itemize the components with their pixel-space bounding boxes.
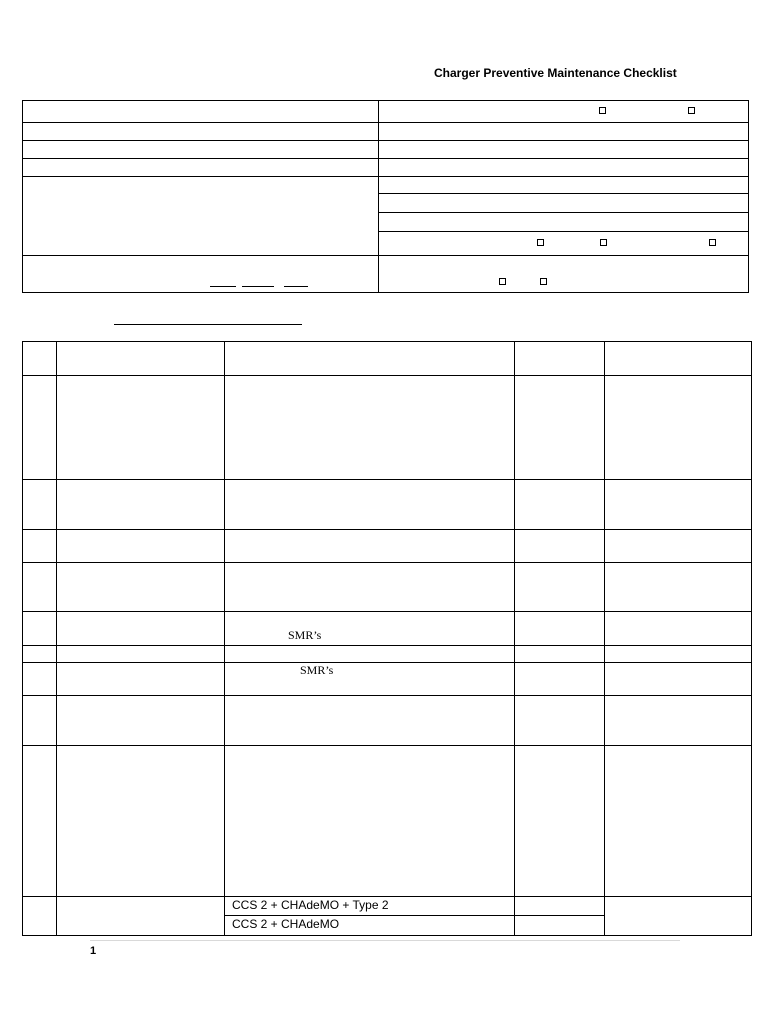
date-blank[interactable] [210,286,236,287]
table-row-line [22,479,752,480]
info-row-line [378,212,749,213]
checkbox[interactable] [499,278,506,285]
table-row-line [22,645,752,646]
table-row-line [22,745,752,746]
checklist-table-border [22,341,752,936]
column-line [514,341,515,936]
checkbox[interactable] [600,239,607,246]
table-cell-smr: SMR’s [288,628,322,642]
table-row-line [22,695,752,696]
table-row-line [22,896,752,897]
column-line [56,341,57,936]
footer-divider [90,940,680,941]
table-row-line [22,611,752,612]
page-number: 1 [90,945,97,957]
info-row-line [22,122,749,123]
table-subrow-line [224,915,604,916]
table-row-line [22,375,752,376]
table-row-line [22,562,752,563]
table-row-line [22,529,752,530]
info-row-line [378,231,749,232]
section-heading-underline [114,324,302,325]
info-row-line [22,255,749,256]
column-line [224,341,225,936]
checkbox[interactable] [688,107,695,114]
info-row-line [22,158,749,159]
info-table-border [22,100,749,293]
date-blank[interactable] [284,286,308,287]
info-table-divider [378,100,379,293]
checkbox[interactable] [537,239,544,246]
info-row-line [378,193,749,194]
checkbox[interactable] [540,278,547,285]
checkbox[interactable] [709,239,716,246]
connector-option: CCS 2 + CHAdeMO + Type 2 [232,898,389,912]
table-cell-smr: SMR’s [300,663,334,677]
date-blank[interactable] [242,286,274,287]
column-line [604,341,605,936]
info-row-line [22,140,749,141]
table-row-line [22,662,752,663]
document-title: Charger Preventive Maintenance Checklist [434,66,677,80]
connector-option: CCS 2 + CHAdeMO [232,917,340,931]
info-row-line [22,176,749,177]
checkbox[interactable] [599,107,606,114]
